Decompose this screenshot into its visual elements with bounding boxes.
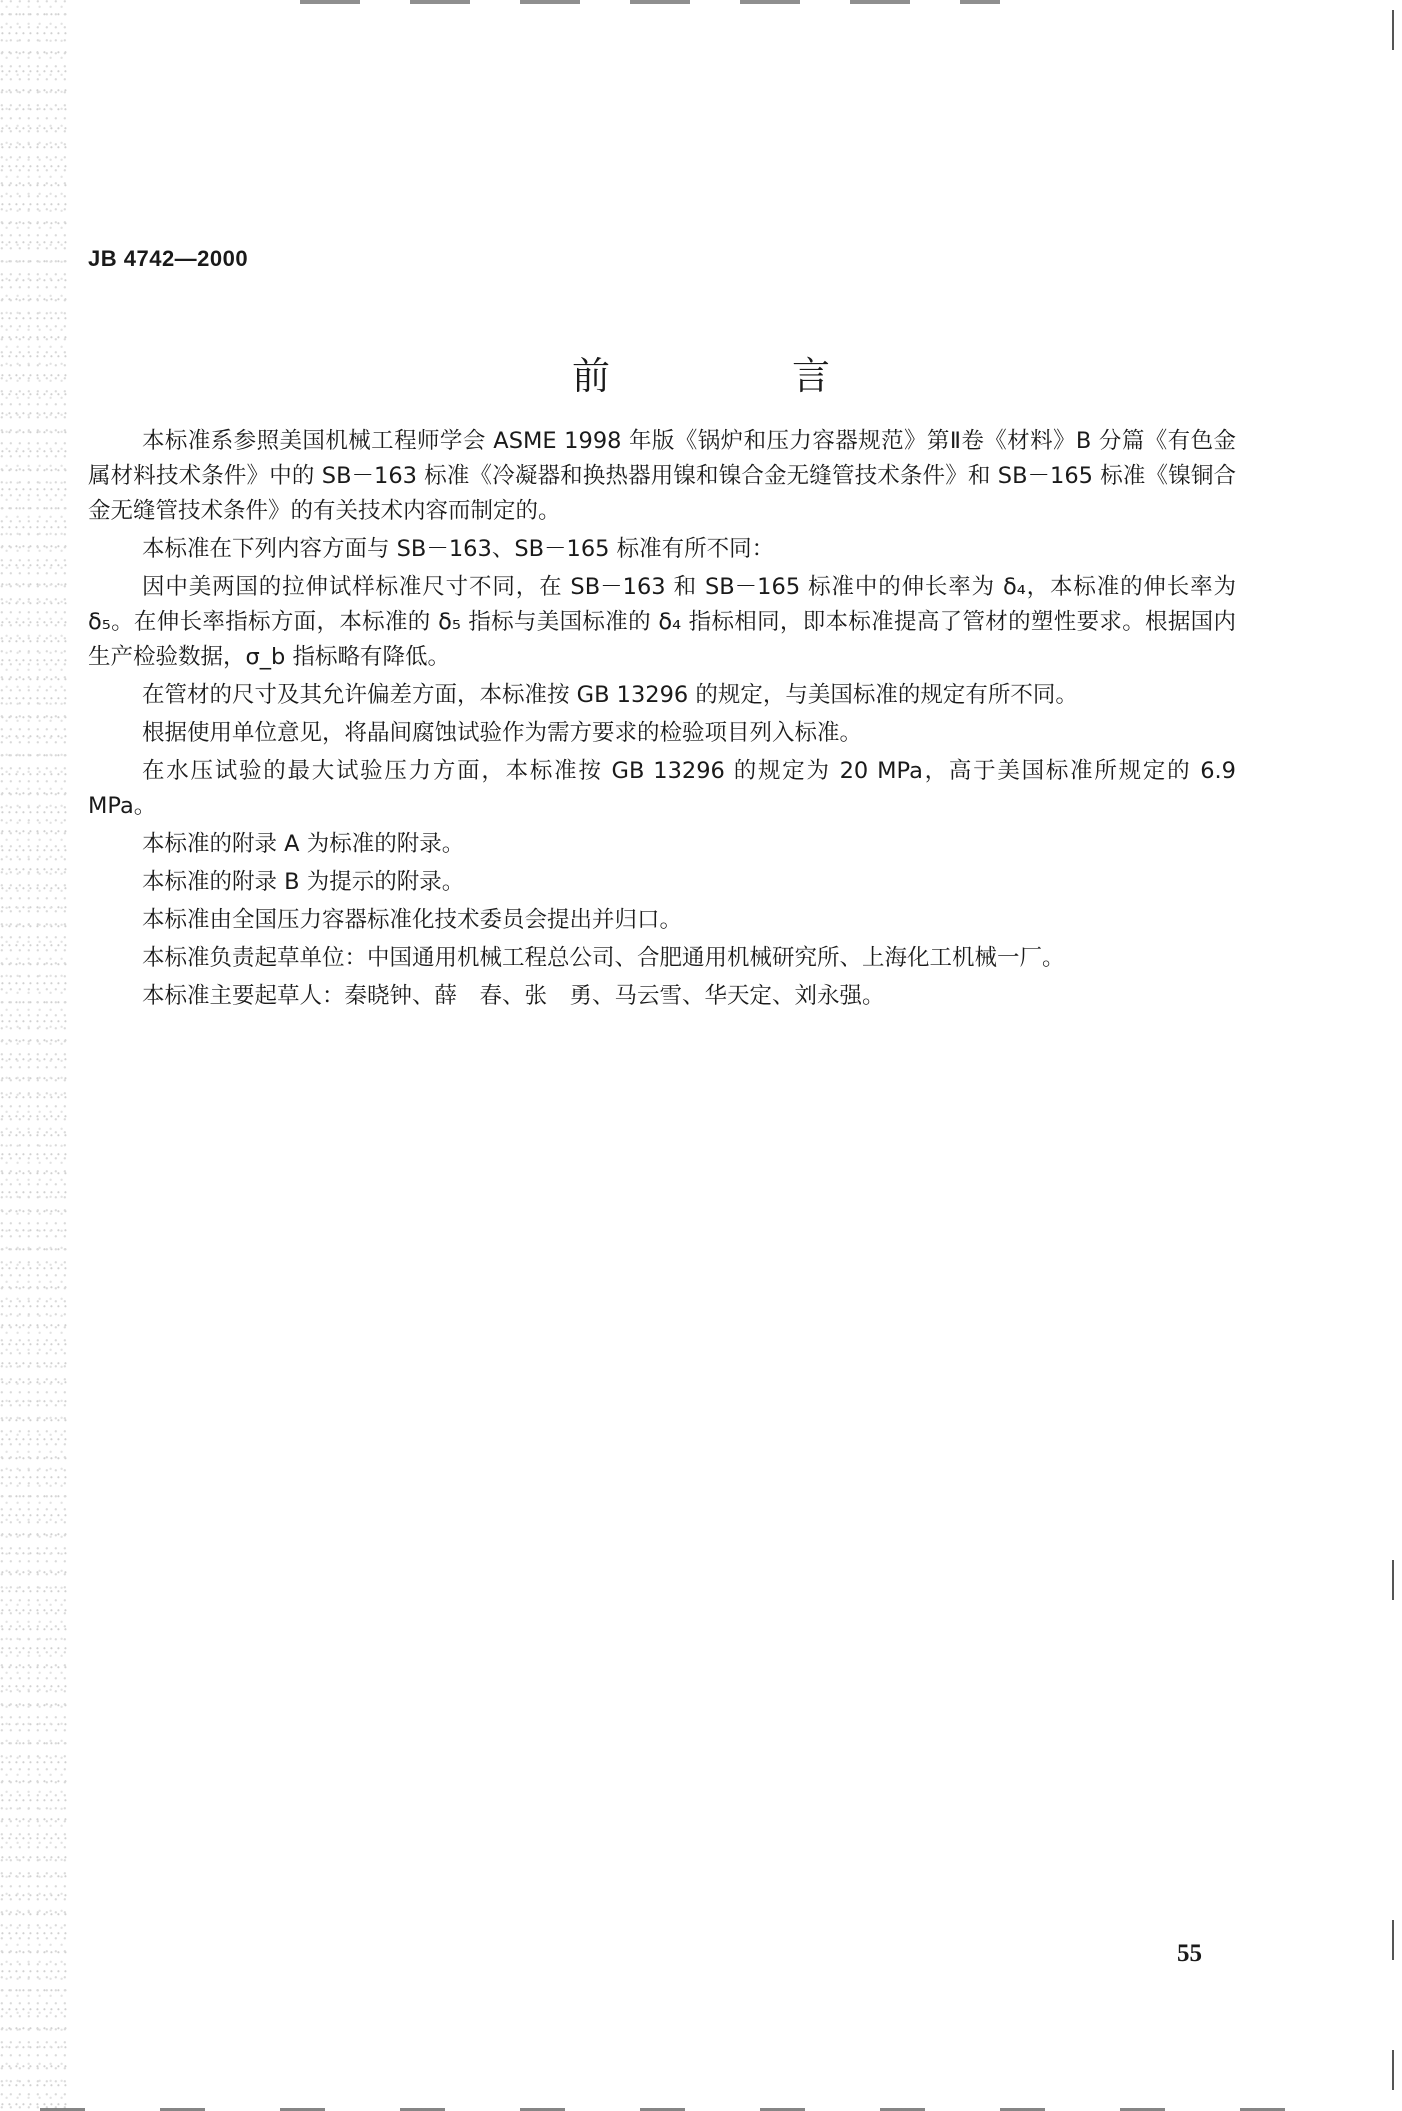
paragraph: 在水压试验的最大试验压力方面，本标准按 GB 13296 的规定为 20 MPa，高于美国标准所规定的 6.9 MPa。: [88, 758, 1236, 819]
paragraph: 本标准系参照美国机械工程师学会 ASME 1998 年版《锅炉和压力容器规范》第Ⅱ卷《材料》B 分篇《有色金属材料技术条件》中的 SB－163 标准《冷凝器和换热器用镍和镍合金无缝管技术条件》和 SB－165 标准《镍铜合金无缝管技术条件》的有关技术内容而制定的。: [88, 428, 1236, 524]
right-scan-mark: [1392, 2050, 1394, 2090]
right-scan-mark: [1392, 10, 1394, 50]
right-scan-mark: [1392, 1920, 1394, 1960]
right-scan-mark: [1392, 1560, 1394, 1600]
paragraph: 本标准负责起草单位：中国通用机械工程总公司、合肥通用机械研究所、上海化工机械一厂。: [142, 945, 1065, 971]
paragraph: 在管材的尺寸及其允许偏差方面，本标准按 GB 13296 的规定，与美国标准的规定有所不同。: [142, 682, 1078, 708]
scan-edge-noise: [0, 0, 70, 2111]
paragraph: 根据使用单位意见，将晶间腐蚀试验作为需方要求的检验项目列入标准。: [142, 720, 863, 746]
paragraph: 本标准在下列内容方面与 SB－163、SB－165 标准有所不同：: [142, 536, 775, 562]
top-scan-rule: [300, 0, 1000, 4]
paragraph: 本标准的附录 A 为标准的附录。: [142, 831, 465, 857]
paragraph: 本标准由全国压力容器标准化技术委员会提出并归口。: [142, 907, 683, 933]
page-number: 55: [1177, 1940, 1202, 1967]
paragraph: 因中美两国的拉伸试样标准尺寸不同，在 SB－163 和 SB－165 标准中的伸长率为 δ₄，本标准的伸长率为 δ₅。在伸长率指标方面，本标准的 δ₅ 指标与美国标准的 δ₄ 指标相同，即本标准提高了管材的塑性要求。根据国内生产检验数据，σ_b 指标略有降低。: [88, 574, 1236, 670]
foreword-body: [88, 424, 1236, 1017]
paragraph: 本标准主要起草人：秦晓钟、薛 春、张 勇、马云雪、华天定、刘永强。: [142, 983, 885, 1009]
paragraph: 本标准的附录 B 为提示的附录。: [142, 869, 465, 895]
page-title: 前 言: [571, 354, 902, 398]
standard-code: JB 4742—2000: [88, 246, 249, 271]
